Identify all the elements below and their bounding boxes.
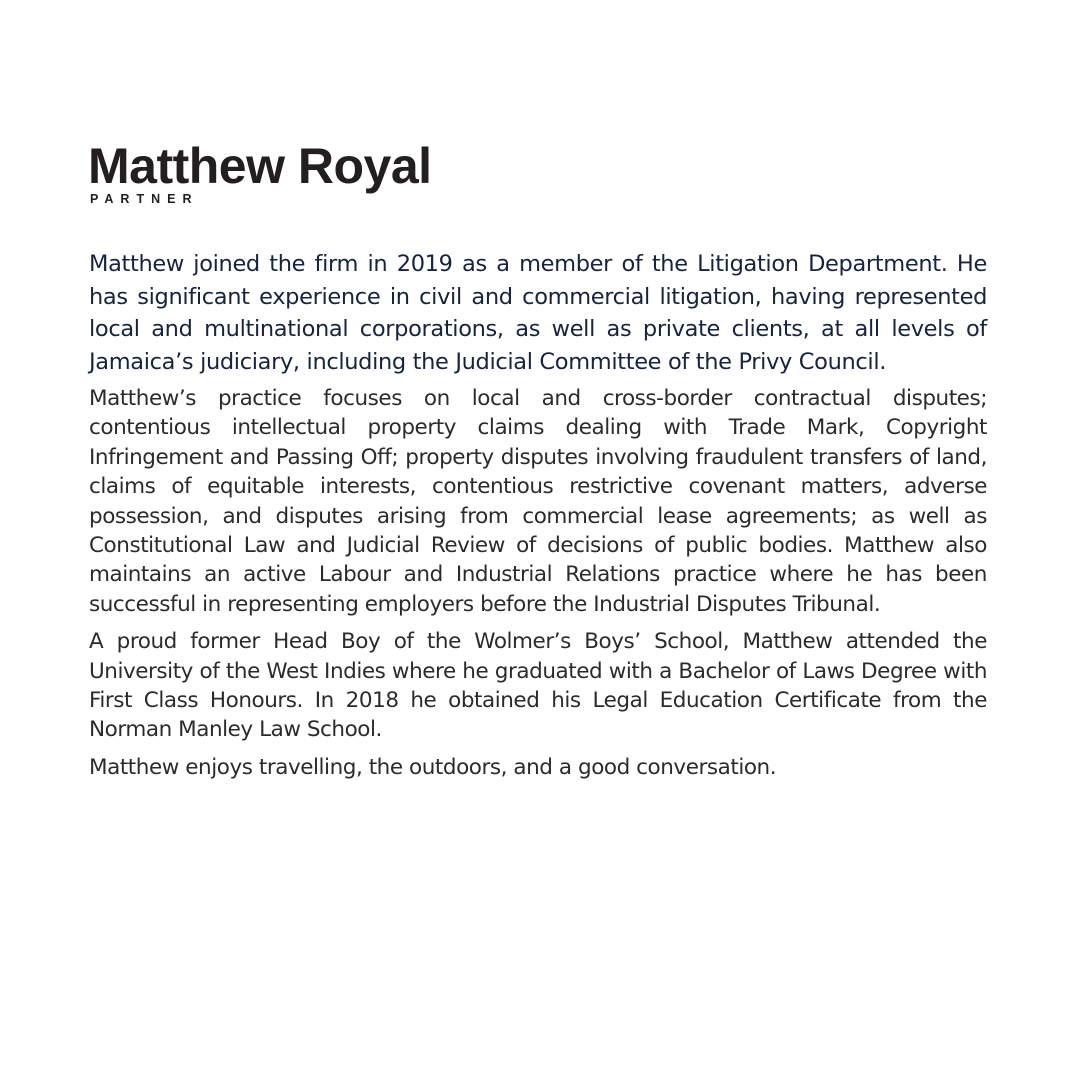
bio-practice-paragraph: Matthew’s practice focuses on local and cross-border contractual disputes; contentious intellectual property claims dealing with Trade Mark, Copyright Infringement and Passing Off; property disputes involving fraudulent transfers of land, claims of equitable interests, contentious restrictive covenant matters, adverse possession, and disputes arising from commercial lease agreements; as well as Constitutional Law and Judicial Review of decisions of public bodies. Matthew also maintains an active Labour and Industrial Relations practice where he has been successful in representing employers before the Industrial Disputes Tribunal. <box>89 386 987 617</box>
bio-lead-paragraph: Matthew joined the firm in 2019 as a member of the Litigation Department. He has significant experience in civil and commercial litigation, having represented local and multinational corporations, as well as private clients, at all levels of Jamaica’s judiciary, including the Judicial Committee of the Privy Council. <box>89 251 987 375</box>
bio-education-paragraph: A proud former Head Boy of the Wolmer’s Boys’ School, Matthew attended the University of the West Indies where he graduated with a Bachelor of Laws Degree with First Class Honours. In 2018 he obtained his Legal Education Certificate from the Norman Manley Law School. <box>89 629 987 743</box>
profile-header <box>88 138 432 206</box>
person-name: Matthew Royal <box>88 138 432 194</box>
bio-personal-paragraph: Matthew enjoys travelling, the outdoors, and a good conversation. <box>89 754 777 780</box>
bio-content <box>89 248 987 790</box>
person-title: PARTNER <box>90 192 199 206</box>
